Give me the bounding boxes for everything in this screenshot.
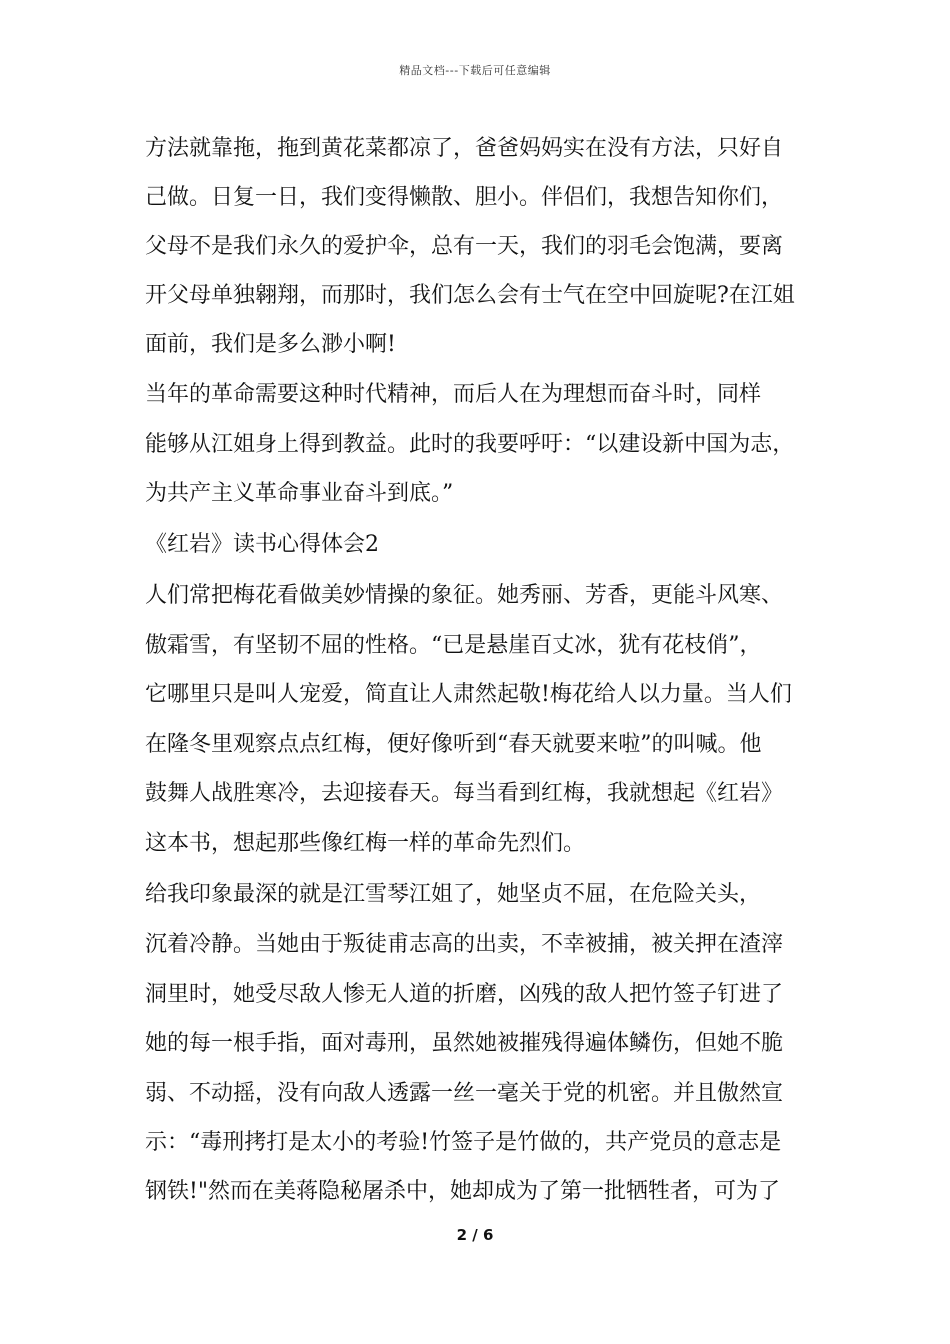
body-line: 弱、不动摇，没有向敌人透露一丝一毫关于党的机密。并且傲然宣 xyxy=(145,1081,784,1106)
body-line: 鼓舞人战胜寒冷，去迎接春天。每当看到红梅，我就想起《红岩》 xyxy=(145,781,784,806)
body-line: 沉着冷静。当她由于叛徒甫志高的出卖，不幸被捕，被关押在渣滓 xyxy=(145,932,784,957)
body-line: 给我印象最深的就是江雪琴江姐了，她坚贞不屈，在危险关头， xyxy=(145,882,762,907)
body-line: 父母不是我们永久的爱护伞，总有一天，我们的羽毛会饱满，要离 xyxy=(145,234,784,259)
body-line: 这本书，想起那些像红梅一样的革命先烈们。 xyxy=(145,831,586,856)
body-line: 方法就靠拖，拖到黄花菜都凉了，爸爸妈妈实在没有方法，只好自 xyxy=(145,136,784,161)
body-line: 洞里时，她受尽敌人惨无人道的折磨，凶残的敌人把竹签子钉进了 xyxy=(145,982,784,1007)
body-line: 能够从江姐身上得到教益。此时的我要呼吁：“以建设新中国为志， xyxy=(145,432,795,457)
body-line: 开父母单独翱翔，而那时，我们怎么会有士气在空中回旋呢?在江姐 xyxy=(145,283,795,308)
body-line: 它哪里只是叫人宠爱，简直让人肃然起敬!梅花给人以力量。当人们 xyxy=(145,682,792,707)
section-heading: 《红岩》读书心得体会2 xyxy=(145,532,379,557)
body-line: 面前，我们是多么渺小啊! xyxy=(145,332,396,357)
body-line: 在隆冬里观察点点红梅，便好像听到“春天就要来啦”的叫喊。他 xyxy=(145,732,762,757)
body-line: 傲霜雪，有坚韧不屈的性格。“已是悬崖百丈冰，犹有花枝俏”， xyxy=(145,633,762,658)
document-header: 精品文档---下载后可任意编辑 xyxy=(399,64,551,77)
body-line: 为共产主义革命事业奋斗到底。” xyxy=(145,481,454,506)
page-number: 2 / 6 xyxy=(456,1226,494,1244)
body-line: 钢铁!"然而在美蒋隐秘屠杀中，她却成为了第一批牺牲者，可为了 xyxy=(145,1179,780,1204)
body-line: 她的每一根手指，面对毒刑，虽然她被摧残得遍体鳞伤，但她不脆 xyxy=(145,1031,784,1056)
body-line: 己做。日复一日，我们变得懒散、胆小。伴侣们，我想告知你们， xyxy=(145,185,784,210)
body-line: 示：“毒刑拷打是太小的考验!竹签子是竹做的，共产党员的意志是 xyxy=(145,1130,782,1155)
body-line: 人们常把梅花看做美妙情操的象征。她秀丽、芳香，更能斗风寒、 xyxy=(145,583,784,608)
body-line: 当年的革命需要这种时代精神，而后人在为理想而奋斗时，同样 xyxy=(145,382,762,407)
